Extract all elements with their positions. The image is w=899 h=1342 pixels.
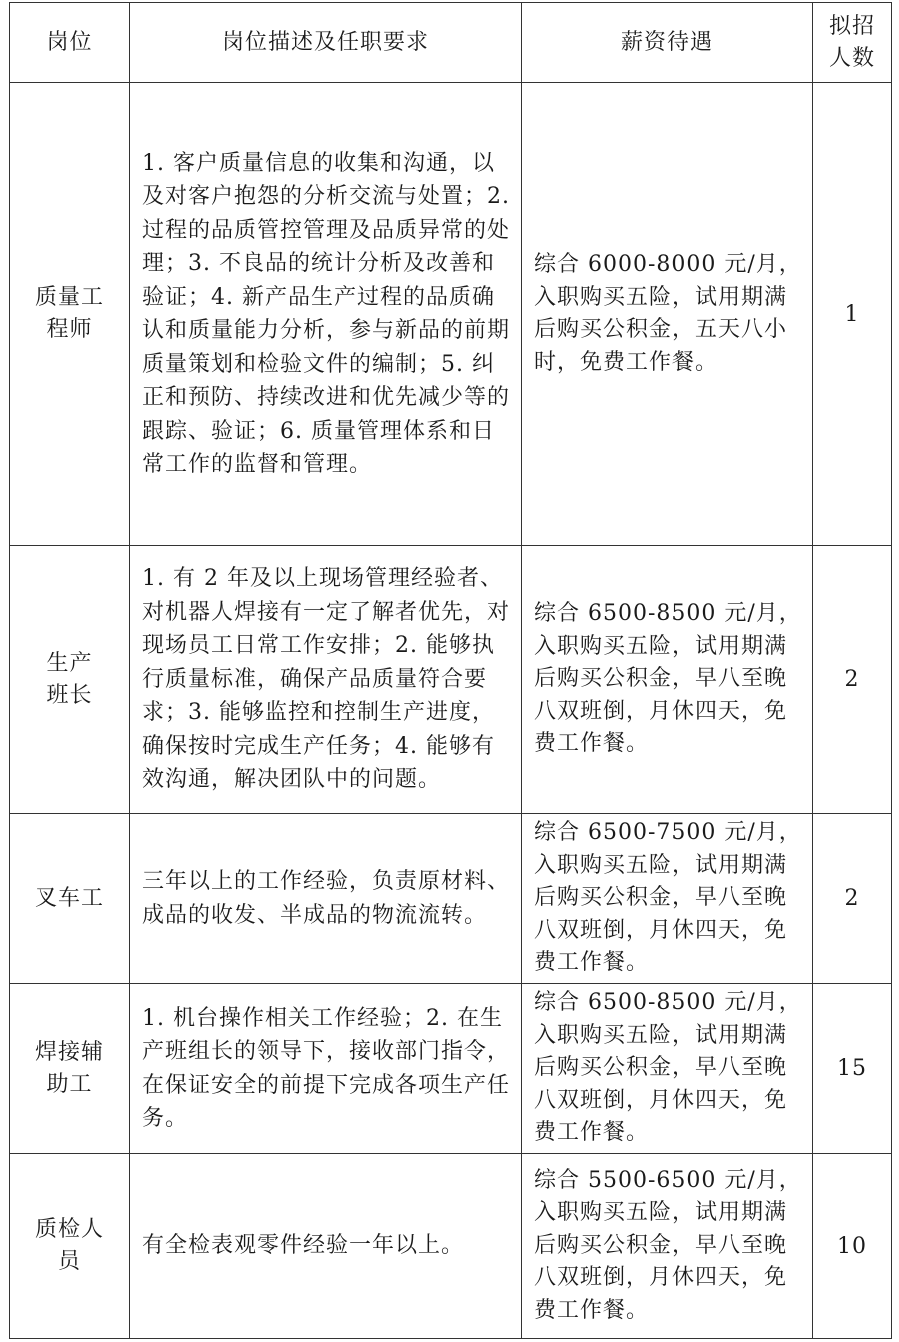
salary-cell: 综合 6500-8500 元/月，入职购买五险，试用期满后购买公积金，早八至晚八双班倒，月休四天，免费工作餐。 bbox=[522, 546, 813, 814]
salary-cell: 综合 5500-6500 元/月，入职购买五险，试用期满后购买公积金，早八至晚八双班倒，月休四天，免费工作餐。 bbox=[522, 1154, 813, 1339]
headcount-cell: 15 bbox=[813, 984, 892, 1154]
table-row bbox=[10, 1154, 892, 1339]
salary-cell: 综合 6000-8000 元/月，入职购买五险，试用期满后购买公积金，五天八小时，免费工作餐。 bbox=[522, 83, 813, 546]
header-description: 岗位描述及任职要求 bbox=[130, 3, 522, 83]
table-row bbox=[10, 814, 892, 984]
description-cell: 三年以上的工作经验，负责原材料、成品的收发、半成品的物流流转。 bbox=[130, 814, 522, 984]
headcount-cell: 2 bbox=[813, 546, 892, 814]
table-row bbox=[10, 984, 892, 1154]
table-header-row bbox=[10, 3, 892, 83]
headcount-cell: 2 bbox=[813, 814, 892, 984]
position-cell: 焊接辅助工 bbox=[10, 984, 130, 1154]
position-cell: 质检人员 bbox=[10, 1154, 130, 1339]
position-cell: 叉车工 bbox=[10, 814, 130, 984]
job-openings-table bbox=[9, 2, 892, 1339]
salary-cell: 综合 6500-7500 元/月，入职购买五险，试用期满后购买公积金，早八至晚八双班倒，月休四天，免费工作餐。 bbox=[522, 814, 813, 984]
salary-cell: 综合 6500-8500 元/月，入职购买五险，试用期满后购买公积金，早八至晚八双班倒，月休四天，免费工作餐。 bbox=[522, 984, 813, 1154]
header-position: 岗位 bbox=[10, 3, 130, 83]
description-cell: 1. 客户质量信息的收集和沟通，以及对客户抱怨的分析交流与处置；2. 过程的品质管控管理及品质异常的处理；3. 不良品的统计分析及改善和验证；4. 新产品生产过程的品质确认和质量能力分析，参与新品的前期质量策划和检验文件的编制；5. 纠正和预防、持续改进和优先减少等的跟踪、验证；6. 质量管理体系和日常工作的监督和管理。 bbox=[130, 83, 522, 546]
table-row bbox=[10, 83, 892, 546]
headcount-cell: 10 bbox=[813, 1154, 892, 1339]
position-cell: 质量工程师 bbox=[10, 83, 130, 546]
header-headcount: 拟招人数 bbox=[813, 3, 892, 83]
position-cell: 生产班长 bbox=[10, 546, 130, 814]
headcount-cell: 1 bbox=[813, 83, 892, 546]
description-cell: 有全检表观零件经验一年以上。 bbox=[130, 1154, 522, 1339]
description-cell: 1. 有 2 年及以上现场管理经验者、对机器人焊接有一定了解者优先，对现场员工日常工作安排；2. 能够执行质量标准，确保产品质量符合要求；3. 能够监控和控制生产进度，确保按时完成生产任务；4. 能够有效沟通，解决团队中的问题。 bbox=[130, 546, 522, 814]
description-cell: 1. 机台操作相关工作经验；2. 在生产班组长的领导下，接收部门指令，在保证安全的前提下完成各项生产任务。 bbox=[130, 984, 522, 1154]
table-row bbox=[10, 546, 892, 814]
header-salary: 薪资待遇 bbox=[522, 3, 813, 83]
